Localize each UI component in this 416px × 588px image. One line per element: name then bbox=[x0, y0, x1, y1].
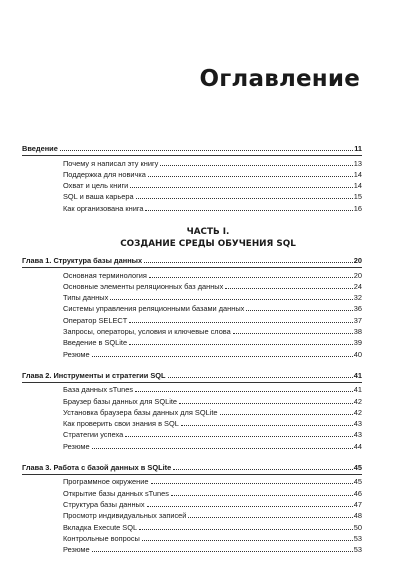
toc-page-number: 45 bbox=[353, 463, 362, 473]
dot-leader bbox=[92, 551, 353, 552]
toc-entry[interactable] bbox=[22, 156, 362, 167]
toc-chapter-3 bbox=[22, 461, 362, 554]
dot-leader bbox=[129, 322, 353, 323]
toc-page-number: 42 bbox=[353, 396, 362, 406]
toc-entry[interactable] bbox=[22, 532, 362, 543]
toc-entry-title: Резюме bbox=[63, 545, 90, 555]
toc-entry[interactable] bbox=[22, 509, 362, 520]
toc-entry[interactable] bbox=[22, 179, 362, 190]
section-gap bbox=[22, 451, 362, 461]
toc-entry-title: Поддержка для новичка bbox=[63, 169, 146, 179]
toc-entry[interactable] bbox=[22, 291, 362, 302]
toc-page-number: 32 bbox=[353, 293, 362, 303]
toc-page-number: 14 bbox=[353, 181, 362, 191]
toc-entry-title: Основная терминология bbox=[63, 270, 147, 280]
dot-leader bbox=[168, 377, 353, 378]
toc-page-number: 14 bbox=[353, 169, 362, 179]
toc-page-number: 48 bbox=[353, 511, 362, 521]
toc-entry-title: Структура базы данных bbox=[63, 499, 145, 509]
dot-leader bbox=[60, 150, 353, 151]
dot-leader bbox=[92, 356, 353, 357]
toc-page-number: 53 bbox=[353, 533, 362, 543]
dot-leader bbox=[188, 517, 352, 518]
toc-entry-title: Программное окружение bbox=[63, 477, 149, 487]
part-heading bbox=[0, 226, 416, 250]
toc-page-number: 20 bbox=[353, 256, 362, 266]
toc-entry[interactable] bbox=[22, 325, 362, 336]
toc-page-number: 38 bbox=[353, 327, 362, 337]
toc-chapter-heading[interactable] bbox=[22, 461, 362, 472]
dot-leader bbox=[139, 529, 353, 530]
dot-leader bbox=[171, 495, 353, 496]
dot-leader bbox=[147, 506, 353, 507]
toc-entry-title: Резюме bbox=[63, 441, 90, 451]
toc-entry[interactable] bbox=[22, 439, 362, 450]
toc-entry-title: Введение в SQLite bbox=[63, 338, 128, 348]
dot-leader bbox=[144, 262, 353, 263]
toc-page-number: 50 bbox=[353, 522, 362, 532]
dot-leader bbox=[151, 483, 353, 484]
dot-leader bbox=[246, 310, 352, 311]
toc-entry-title: Глава 1. Структура базы данных bbox=[22, 256, 143, 266]
toc-entry[interactable] bbox=[22, 168, 362, 179]
toc-entry[interactable] bbox=[22, 520, 362, 531]
toc-entry-title: Как проверить свои знания в SQL bbox=[63, 419, 179, 429]
toc-entry-title: Системы управления реляционными базами данных bbox=[63, 304, 245, 314]
part-title: СОЗДАНИЕ СРЕДЫ ОБУЧЕНИЯ SQL bbox=[120, 239, 296, 249]
dot-leader bbox=[148, 176, 353, 177]
toc-entry[interactable] bbox=[22, 280, 362, 291]
toc-entry-title: Просмотр индивидуальных записей bbox=[63, 511, 187, 521]
dot-leader bbox=[125, 436, 353, 437]
toc-entry[interactable] bbox=[22, 302, 362, 313]
toc-entry-title: Браузер базы данных для SQLite bbox=[63, 396, 178, 406]
toc-chapter-heading[interactable] bbox=[22, 254, 362, 265]
toc-entry[interactable] bbox=[22, 475, 362, 486]
toc-page-number: 13 bbox=[353, 158, 362, 168]
toc-page-number: 42 bbox=[353, 407, 362, 417]
toc-page-number: 20 bbox=[353, 270, 362, 280]
toc-page-number: 41 bbox=[353, 370, 362, 380]
toc-page-number: 36 bbox=[353, 304, 362, 314]
dot-leader bbox=[149, 277, 353, 278]
toc-entry-title: Контрольные вопросы bbox=[63, 533, 140, 543]
dot-leader bbox=[92, 448, 353, 449]
toc-entry-title: Охват и цель книги bbox=[63, 181, 129, 191]
toc-entry[interactable] bbox=[22, 406, 362, 417]
dot-leader bbox=[129, 344, 353, 345]
toc-intro-section bbox=[22, 142, 362, 213]
toc-page-number: 53 bbox=[353, 545, 362, 555]
toc-page-number: 39 bbox=[353, 338, 362, 348]
toc-entry-title: Почему я написал эту книгу bbox=[63, 158, 159, 168]
toc-entry-title: Как организована книга bbox=[63, 203, 144, 213]
toc-entry-title: SQL и ваша карьера bbox=[63, 192, 134, 202]
toc-entry[interactable] bbox=[22, 201, 362, 212]
toc-entry-title: Глава 2. Инструменты и стратегии SQL bbox=[22, 370, 166, 380]
toc-entry[interactable] bbox=[22, 383, 362, 394]
dot-leader bbox=[181, 425, 353, 426]
toc-page-number: 44 bbox=[353, 441, 362, 451]
toc-page-number: 45 bbox=[353, 477, 362, 487]
dot-leader bbox=[225, 288, 352, 289]
toc-entry[interactable] bbox=[22, 268, 362, 279]
section-gap bbox=[22, 359, 362, 369]
toc-entry[interactable] bbox=[22, 313, 362, 324]
toc-entry-title: Резюме bbox=[63, 349, 90, 359]
dot-leader bbox=[145, 210, 352, 211]
dot-leader bbox=[110, 299, 352, 300]
toc-entry[interactable] bbox=[22, 498, 362, 509]
toc-chapter-1 bbox=[22, 254, 362, 359]
toc-chapter-heading[interactable] bbox=[22, 369, 362, 380]
toc-entry-title: Вкладка Execute SQL bbox=[63, 522, 138, 532]
dot-leader bbox=[233, 333, 353, 334]
toc-entry-title: Введение bbox=[22, 144, 58, 154]
toc-entry-title: Оператор SELECT bbox=[63, 315, 128, 325]
toc-entry[interactable] bbox=[22, 336, 362, 347]
dot-leader bbox=[173, 469, 353, 470]
toc-entry-title: Открытие базы данных sTunes bbox=[63, 488, 169, 498]
dot-leader bbox=[220, 414, 353, 415]
dot-leader bbox=[160, 165, 352, 166]
toc-entry[interactable] bbox=[22, 417, 362, 428]
toc-page-number: 41 bbox=[353, 385, 362, 395]
toc-page-number: 37 bbox=[353, 315, 362, 325]
toc-chapter-2 bbox=[22, 369, 362, 451]
toc-entry-title: Основные элементы реляционных баз данных bbox=[63, 281, 224, 291]
dot-leader bbox=[142, 540, 353, 541]
part-number: ЧАСТЬ I. bbox=[186, 227, 230, 237]
toc-entry-title: Глава 3. Работа с базой данных в SQLite bbox=[22, 463, 172, 473]
toc-intro-heading[interactable] bbox=[22, 142, 362, 153]
toc-entry[interactable] bbox=[22, 543, 362, 554]
toc-entry-title: Типы данных bbox=[63, 293, 109, 303]
toc-entry-title: Стратегии успеха bbox=[63, 430, 124, 440]
dot-leader bbox=[179, 403, 353, 404]
toc-entry[interactable] bbox=[22, 428, 362, 439]
toc-page-number: 47 bbox=[353, 499, 362, 509]
toc-entry-title: Запросы, операторы, условия и ключевые слова bbox=[63, 327, 231, 337]
toc-entry[interactable] bbox=[22, 190, 362, 201]
toc-page-number: 43 bbox=[353, 419, 362, 429]
dot-leader bbox=[135, 391, 353, 392]
toc-page-number: 11 bbox=[354, 144, 362, 154]
toc-page-number: 46 bbox=[353, 488, 362, 498]
dot-leader bbox=[136, 198, 353, 199]
toc-page-number: 24 bbox=[353, 281, 362, 291]
toc-page-number: 16 bbox=[353, 203, 362, 213]
toc-page-number: 40 bbox=[353, 349, 362, 359]
toc-entry-title: Установка браузера базы данных для SQLite bbox=[63, 407, 218, 417]
toc-entry-title: База данных sTunes bbox=[63, 385, 134, 395]
toc-entry[interactable] bbox=[22, 486, 362, 497]
page-title: Оглавление bbox=[199, 66, 360, 92]
dot-leader bbox=[130, 187, 352, 188]
toc-entry[interactable] bbox=[22, 394, 362, 405]
toc-chapters bbox=[22, 254, 362, 554]
toc-entry[interactable] bbox=[22, 347, 362, 358]
toc-page-number: 43 bbox=[353, 430, 362, 440]
toc-page-number: 15 bbox=[353, 192, 362, 202]
